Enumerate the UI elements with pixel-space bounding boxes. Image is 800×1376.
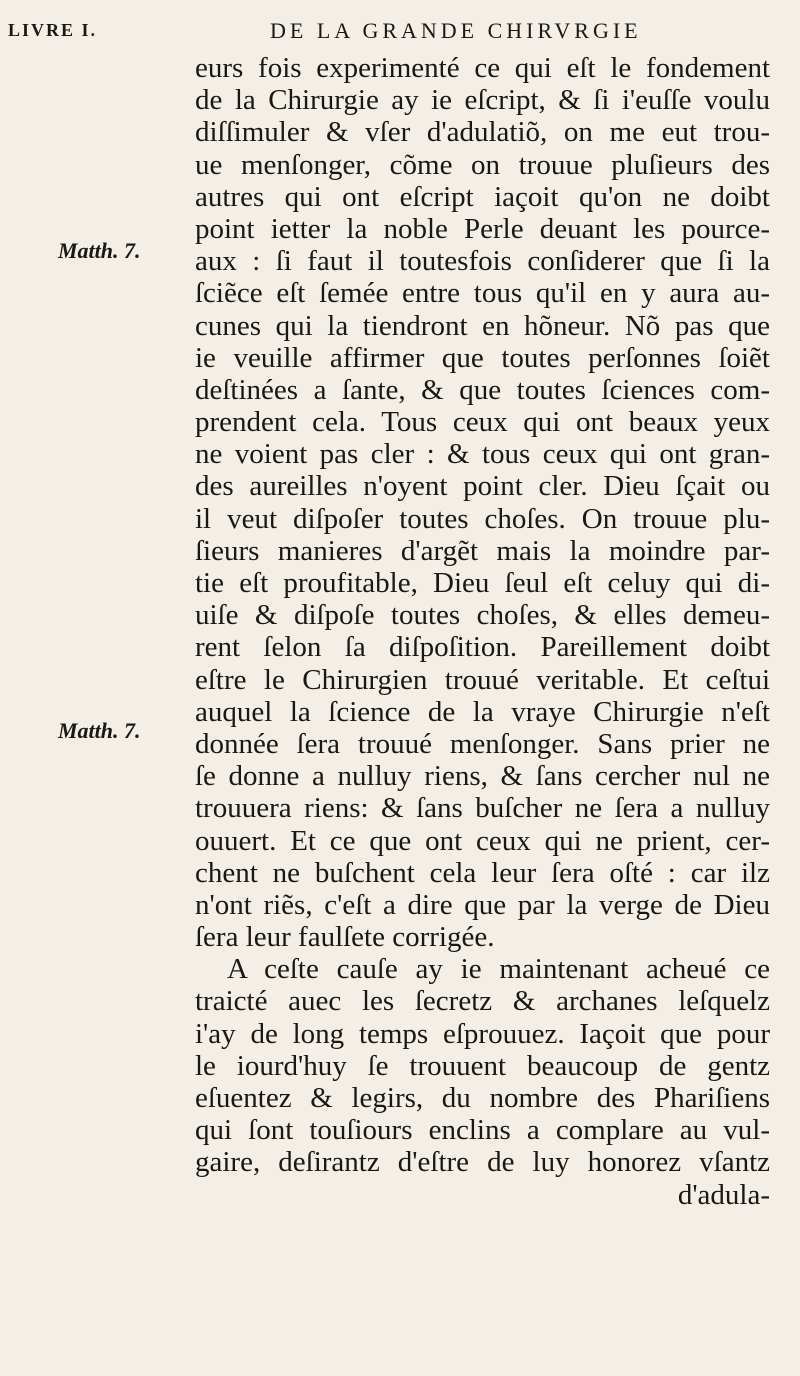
text-line: eſuentez & legirs, du nombre des Phariſiens bbox=[195, 1082, 770, 1114]
catchword: d'adula- bbox=[677, 1178, 770, 1211]
text-line: A ceſte cauſe ay ie maintenant acheué ce bbox=[227, 953, 770, 986]
text-line: rent ſelon ſa diſpoſition. Pareillement doibt bbox=[195, 631, 770, 664]
text-line: qui ſont touſiours enclins a complare au vul- bbox=[195, 1114, 770, 1147]
text-line: eſtre le Chirurgien trouué veritable. Et ceſtui bbox=[195, 663, 770, 696]
text-line: deſtinées a ſante, & que toutes ſciences com- bbox=[195, 373, 770, 406]
text-line: des aureilles n'oyent point cler. Dieu ſçait ou bbox=[195, 470, 770, 503]
text-line: ſe donne a nulluy riens, & ſans cercher nul ne bbox=[195, 760, 770, 793]
text-line: ſera leur faulſete corrigée. bbox=[195, 921, 495, 954]
text-line: aux : ſi faut il toutesfois conſiderer que ſi la bbox=[195, 245, 770, 278]
text-line: traicté auec les ſecretz & archanes leſquelz bbox=[195, 985, 770, 1018]
text-line: ne voient pas cler : & tous ceux qui ont gran- bbox=[195, 438, 770, 471]
text-line: ouuert. Et ce que ont ceux qui ne prient, cer- bbox=[195, 824, 770, 857]
text-line: gaire, deſirantz d'eſtre de luy honorez vſantz bbox=[195, 1146, 770, 1179]
text-line: auquel la ſcience de la vraye Chirurgie n'eſt bbox=[195, 695, 770, 728]
text-line: i'ay de long temps eſprouuez. Iaçoit que pour bbox=[195, 1017, 770, 1050]
margin-note: Matth. 7. bbox=[58, 718, 141, 743]
text-line: chent ne buſchent cela leur ſera oſté : car ilz bbox=[195, 856, 770, 889]
text-line: prendent cela. Tous ceux qui ont beaux yeux bbox=[195, 406, 770, 439]
text-line: cunes qui la tiendront en hõneur. Nõ pas que bbox=[195, 309, 770, 342]
text-line: point ietter la noble Perle deuant les pource- bbox=[195, 212, 770, 245]
margin-note: Matth. 7. bbox=[58, 238, 141, 263]
running-head-book: LIVRE I. bbox=[8, 20, 98, 40]
text-line: trouuera riens: & ſans buſcher ne ſera a nulluy bbox=[195, 792, 770, 825]
text-line: de la Chirurgie ay ie eſcript, & ſi i'euſſe voulu bbox=[195, 84, 770, 117]
text-line: le iourd'huy ſe trouuent beaucoup de gentz bbox=[195, 1049, 770, 1082]
text-line: il veut diſpoſer toutes choſes. On trouue plu- bbox=[195, 502, 770, 535]
body-text bbox=[195, 52, 770, 1211]
text-line: ſieurs manieres d'argẽt mais la moindre par- bbox=[195, 534, 770, 567]
page-header bbox=[0, 0, 800, 50]
text-line: n'ont riẽs, c'eſt a dire que par la verge de Dieu bbox=[195, 888, 770, 921]
text-line: diſſimuler & vſer d'adulatiõ, on me eut trou- bbox=[195, 116, 770, 149]
text-line: uiſe & diſpoſe toutes choſes, & elles demeu- bbox=[195, 599, 770, 632]
text-line: ue menſonger, cõme on trouue pluſieurs des bbox=[195, 148, 770, 181]
running-head-title: DE LA GRANDE CHIRVRGIE bbox=[270, 18, 642, 43]
text-line: autres qui ont eſcript iaçoit qu'on ne doibt bbox=[195, 180, 770, 213]
text-line: tie eſt proufitable, Dieu ſeul eſt celuy qui di- bbox=[195, 567, 770, 599]
text-line: eurs fois experimenté ce qui eſt le fondement bbox=[195, 52, 770, 84]
text-line: ie veuille affirmer que toutes perſonnes ſoiẽt bbox=[195, 341, 770, 374]
text-line: donnée ſera trouué menſonger. Sans prier ne bbox=[195, 727, 770, 760]
text-line: ſciẽce eſt ſemée entre tous qu'il en y aura au- bbox=[195, 277, 770, 310]
